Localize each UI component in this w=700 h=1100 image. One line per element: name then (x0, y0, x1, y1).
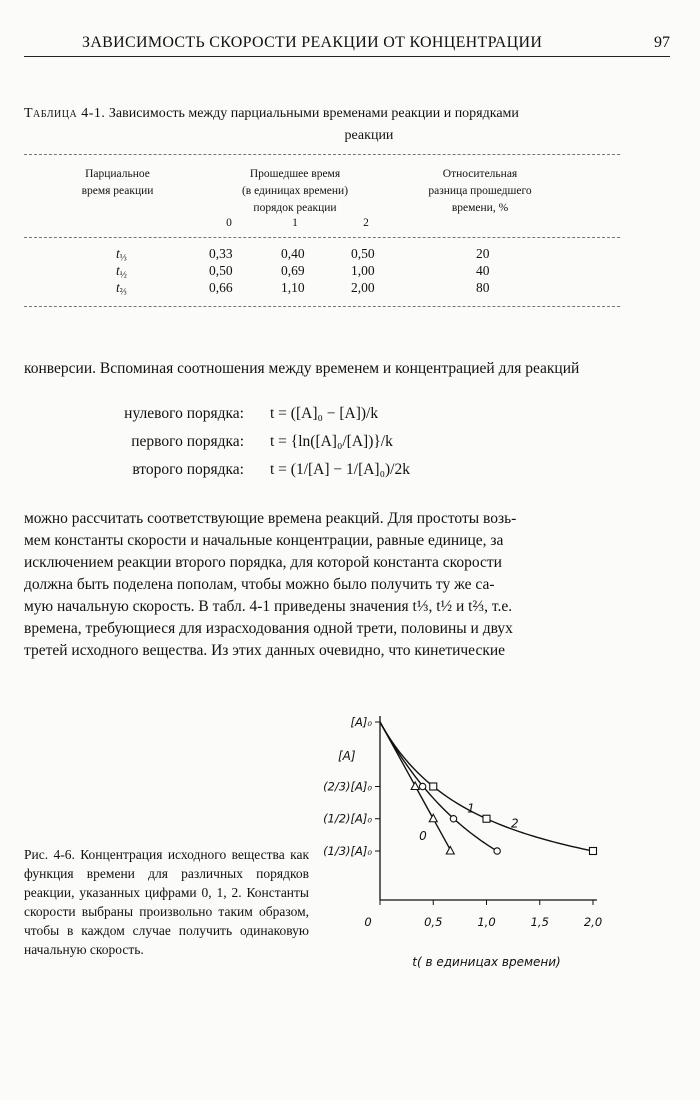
series-2-point (483, 815, 490, 822)
series-1-point (419, 783, 425, 789)
row-symbol: t (116, 263, 120, 278)
header-line: время реакции (81, 185, 154, 197)
paragraph-line: мую начальную скорость. В табл. 4-1 приведены значения t⅓, t½ и t⅔, т.е. (24, 598, 513, 615)
table-caption-line1: Зависимость между парциальными временами реакции и порядками (108, 106, 519, 121)
series-0-point (411, 782, 419, 790)
paragraph-main (24, 508, 620, 662)
header-line: Парциальное (85, 168, 150, 180)
equation-label: первого порядка: (131, 433, 244, 450)
chart-axes (375, 716, 597, 905)
header-line: порядок реакции (253, 202, 337, 214)
equation-label: второго порядка: (132, 461, 244, 478)
header-col-elapsed (210, 166, 380, 217)
header-col-time (60, 166, 175, 200)
series-2-curve (380, 722, 593, 851)
concentration-time-chart (310, 700, 690, 990)
header-line: (в единицах времени) (241, 185, 349, 197)
series-0-label: 0 (419, 829, 427, 844)
table-label: Таблица 4-1. (24, 106, 106, 121)
cell-v0: 0,33 (209, 246, 233, 261)
cell-v0: 0,50 (209, 263, 233, 278)
table-header-rule (24, 237, 620, 238)
paragraph-line: времена, требующиеся для израсходования одной трети, половины и двух (24, 620, 513, 637)
equation-expression: t = {ln([A]₀/[A])}/k (270, 433, 393, 450)
header-col-reldiff (395, 166, 565, 217)
y-tick-label: (1/3)[A]₀ (323, 844, 372, 858)
paragraph-line: мем константы скорости и начальные концентрации, равные единице, за (24, 532, 504, 549)
series-2-point (590, 848, 597, 855)
table-row (116, 279, 127, 301)
cell-v1: 1,10 (281, 280, 305, 295)
series-0-point (446, 847, 454, 855)
x-axis-title: t( в единицах времени) (412, 955, 561, 969)
header-order-1: 1 (292, 217, 298, 229)
paragraph-intro: конверсии. Вспоминая соотношения между временем и концентрацией для реакций (24, 360, 580, 377)
chart-markers (411, 782, 596, 855)
y-tick-label: [A]₀ (350, 715, 372, 729)
chart-labels (323, 715, 602, 969)
series-1-point (494, 848, 500, 854)
cell-v0: 0,66 (209, 280, 233, 295)
table-caption (24, 103, 624, 147)
x-tick-label: 1,5 (530, 915, 549, 929)
row-subscript: ⅔ (119, 287, 127, 298)
cell-diff: 40 (476, 263, 490, 278)
header-line: времени, % (451, 202, 509, 214)
header-order-2: 2 (363, 217, 369, 229)
cell-v2: 1,00 (351, 263, 375, 278)
row-subscript: ⅓ (119, 253, 127, 264)
x-tick-label: 1,0 (477, 915, 496, 929)
header-line: разница прошедшего (428, 185, 532, 197)
running-header (24, 34, 670, 57)
paragraph-line: исключением реакции второго порядка, для которой константа скорости (24, 554, 502, 571)
series-2-label: 2 (510, 816, 519, 831)
equation-expression: t = (1/[A] − 1/[A]₀)/2k (270, 461, 410, 478)
row-subscript: ½ (119, 270, 127, 281)
series-1-point (450, 816, 456, 822)
header-order-0: 0 (226, 217, 232, 229)
cell-v1: 0,69 (281, 263, 305, 278)
series-2-point (430, 783, 437, 790)
series-0-point (429, 814, 437, 822)
series-1-curve (380, 722, 497, 851)
cell-v2: 0,50 (351, 246, 375, 261)
chart-curves (380, 722, 593, 851)
cell-v1: 0,40 (281, 246, 305, 261)
page-number: 97 (654, 34, 670, 51)
row-symbol: t (116, 280, 120, 295)
cell-v2: 2,00 (351, 280, 375, 295)
equation-expression: t = ([A]₀ − [A])/k (270, 405, 379, 422)
x-tick-label: 0,5 (424, 915, 443, 929)
x-tick-label: 0 (364, 915, 372, 929)
figure-caption: Рис. 4-6. Концентрация исходного вещества как функция времени для различных порядков реакции, указанных цифрами 0, 1, 2. Константы скорости выбраны произвольно таким образом, чтобы в каждом случае получить одинаковую начальную скорость. (24, 847, 309, 957)
y-axis-title: [A] (338, 749, 356, 763)
paragraph-line: должна быть поделена пополам, чтобы можно было получить ту же са- (24, 576, 495, 593)
equation-label: нулевого порядка: (124, 405, 244, 422)
header-line: Прошедшее время (249, 168, 341, 180)
table-caption-line2: реакции (344, 128, 394, 143)
header-line: Относительная (442, 168, 518, 180)
paragraph-line: третей исходного вещества. Из этих данных очевидно, что кинетические (24, 642, 506, 659)
running-title: ЗАВИСИМОСТЬ СКОРОСТИ РЕАКЦИИ ОТ КОНЦЕНТРАЦИИ (82, 34, 543, 51)
y-tick-label: (1/2)[A]₀ (323, 811, 372, 826)
x-tick-label: 2,0 (583, 915, 603, 929)
cell-diff: 20 (476, 246, 490, 261)
cell-diff: 80 (476, 280, 490, 295)
table-bottom-rule (24, 306, 620, 307)
table-top-rule (24, 154, 620, 155)
y-tick-label: (2/3)[A]₀ (323, 779, 372, 794)
row-symbol: t (116, 246, 120, 261)
series-1-label: 1 (467, 801, 475, 816)
paragraph-line: можно рассчитать соответствующие времена реакций. Для простоты возь- (24, 510, 517, 527)
